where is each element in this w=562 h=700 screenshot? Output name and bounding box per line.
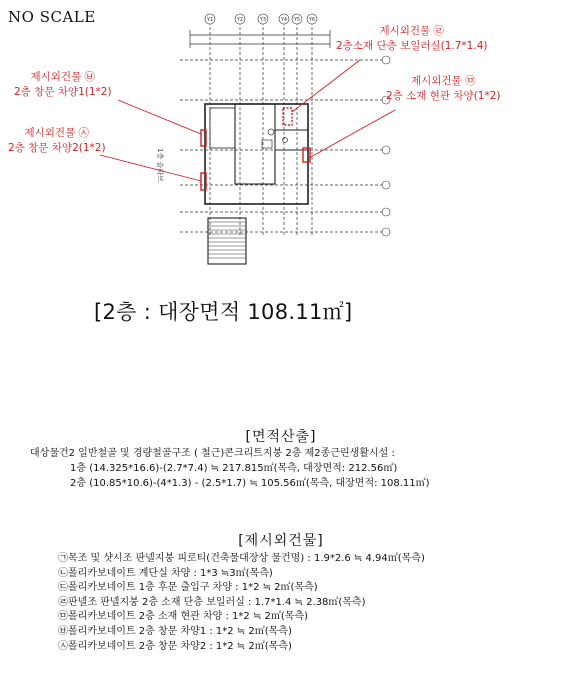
grid-bubble-y3: Y3 [259,17,267,23]
annex-item: ㉦폴리카보네이트 2층 창문 차양2 : 1*2 ≒ 2㎡(목측) [58,640,292,652]
slab-vertical-label: 1층 슬라브 [156,148,164,182]
callout-boiler-room [336,24,487,54]
leader-boiler-room [292,60,360,112]
annex-item: ㉣판넬조 판넬지붕 2층 소재 단층 보일러실 : 1.7*1.4 ≒ 2.38㎡(목측) [58,596,366,608]
grid-bubble-y5: Y5 [293,17,301,23]
annex-item: ㉤폴리카보네이트 2층 소재 현관 차양 : 1*2 ≒ 2㎡(목측) [58,611,308,623]
leader-window-canopy-2 [100,155,201,181]
annex-item: ㉢폴리카보네이트 1층 후문 출입구 차양 : 1*2 ≒ 2㎡(목측) [58,582,318,594]
callout-entrance-canopy-title: 제시외건물 ㉤ [410,75,476,87]
grid-bubble-y1: Y1 [206,17,214,23]
annex-item: ㉡폴리카보네이트 계단실 차양 : 1*3 ≒3㎡(목측) [58,567,273,579]
callout-window-canopy-2-title: 제시외건물 ㉦ [24,127,90,139]
annex-markers [201,108,310,190]
annex-item: ㉠목조 및 샷시조 판넬지붕 피로티(건축물대장상 물건명) : 1.9*2.6 ≒ 4.94㎡(목측) [58,553,425,564]
callout-boiler-room-desc: 2층소재 단층 보일러실(1.7*1.4) [336,40,488,52]
callout-window-canopy-2 [8,126,106,156]
leader-window-canopy-1 [118,100,201,134]
grid-bubbles [205,14,317,24]
annex-title: [제시외건물] [238,533,324,549]
callout-window-canopy-2-desc: 2층 창문 차양2(1*2) [8,142,106,154]
no-scale-note: NO SCALE [8,8,96,26]
area-calculation-title: [면적산출] [245,429,317,445]
outer-walls [205,104,308,204]
callout-window-canopy-1-desc: 2층 창문 차양1(1*2) [14,86,112,98]
calculation-floor-2: 2층 (10.85*10.6)-(4*1.3) - (2.5*1.7) ≒ 105.56㎡(목측, 대장면적: 108.11㎡) [70,478,430,489]
grid-bubble-y4: Y4 [280,17,288,23]
callout-window-canopy-1 [14,70,112,100]
grid-bubble-y6: Y6 [308,17,316,23]
calculation-floor-1: 1층 (14.325*16.6)-(2.7*7.4) ≒ 217.815㎡(목측, 대장면적: 212.56㎡) [70,463,398,474]
callout-window-canopy-1-title: 제시외건물 ㉥ [30,71,96,83]
annex-item: ㉥폴리카보네이트 2층 창문 차양1 : 1*2 ≒ 2㎡(목측) [58,625,292,637]
callout-entrance-canopy-desc: 2층 소재 현관 차양(1*2) [386,90,501,102]
callout-entrance-canopy [386,74,501,104]
floor-area-title: [2층 : 대장면적 108.11㎡] [94,300,353,324]
grid-bubble-y2: Y2 [236,17,244,23]
callout-boiler-room-title: 제시외건물 ㉣ [379,25,445,37]
leader-lines [100,60,395,181]
calculation-intro: 대상물건2 일반철골 및 경량철골구조 ( 철근)콘크리트지붕 2층 제2종근린생활시설 : [30,448,395,459]
annex-list [58,552,425,654]
